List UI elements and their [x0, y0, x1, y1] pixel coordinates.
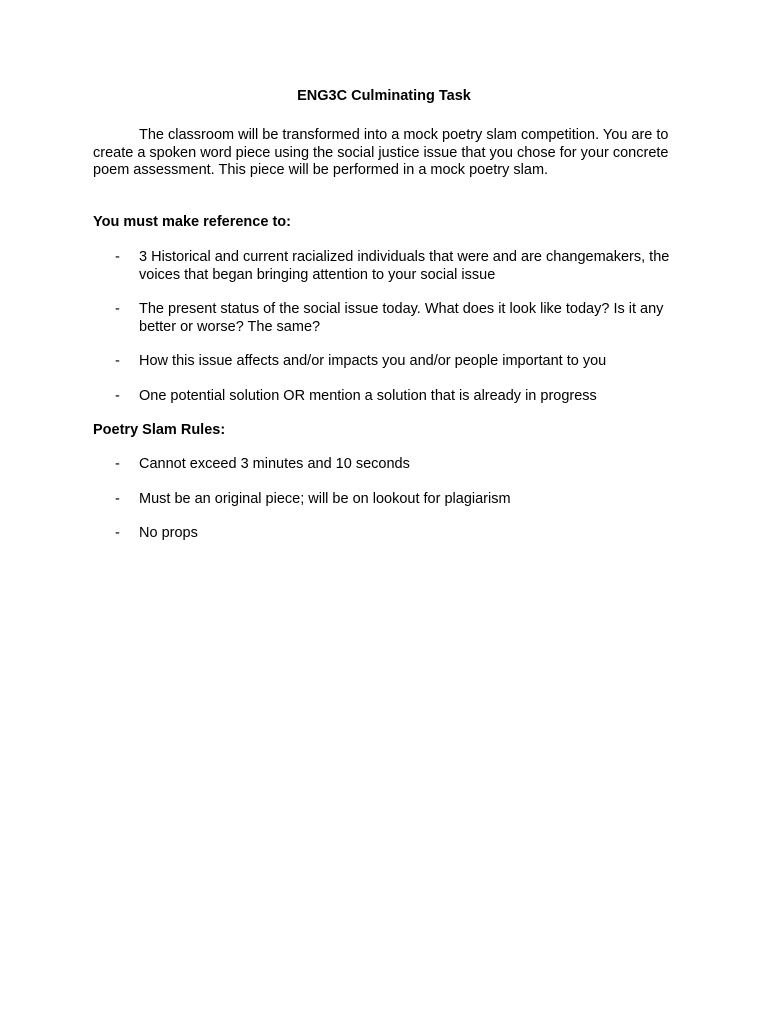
bullet-dash: - — [115, 353, 120, 369]
reference-item-text: How this issue affects and/or impacts you and/or people important to you — [139, 353, 607, 369]
list-item — [93, 301, 693, 336]
bullet-dash: - — [115, 249, 120, 265]
bullet-dash: - — [115, 387, 120, 404]
document-title: ENG3C Culminating Task — [297, 88, 471, 104]
rules-list — [93, 456, 693, 560]
bullet-dash: - — [115, 456, 120, 472]
rules-heading: Poetry Slam Rules: — [93, 422, 226, 438]
reference-item-text: One potential solution OR mention a solution that is already in progress — [139, 387, 597, 404]
list-item — [93, 249, 693, 284]
bullet-dash: - — [115, 301, 120, 317]
list-item — [93, 491, 693, 509]
list-item — [93, 353, 693, 371]
list-item — [93, 456, 693, 474]
rules-item-text: No props — [139, 525, 198, 541]
list-item — [93, 525, 693, 543]
intro-paragraph: The classroom will be transformed into a mock poetry slam competition. You are to create a spoken word piece using the social justice issue that you chose for your concrete poem assessment. This piece will be performed in a mock poetry slam. — [93, 127, 669, 178]
list-item — [93, 388, 693, 406]
reference-list — [93, 249, 693, 422]
rules-item-text: Must be an original piece; will be on lookout for plagiarism — [139, 490, 511, 507]
bullet-dash: - — [115, 490, 120, 507]
bullet-dash: - — [115, 525, 120, 541]
reference-heading: You must make reference to: — [93, 214, 291, 230]
reference-item-text: 3 Historical and current racialized individuals that were and are changemakers, the voices that began bringing attention to your social issue — [139, 249, 670, 283]
reference-item-text: The present status of the social issue today. What does it look like today? Is it any better or worse? The same? — [139, 301, 664, 335]
rules-item-text: Cannot exceed 3 minutes and 10 seconds — [139, 456, 410, 472]
